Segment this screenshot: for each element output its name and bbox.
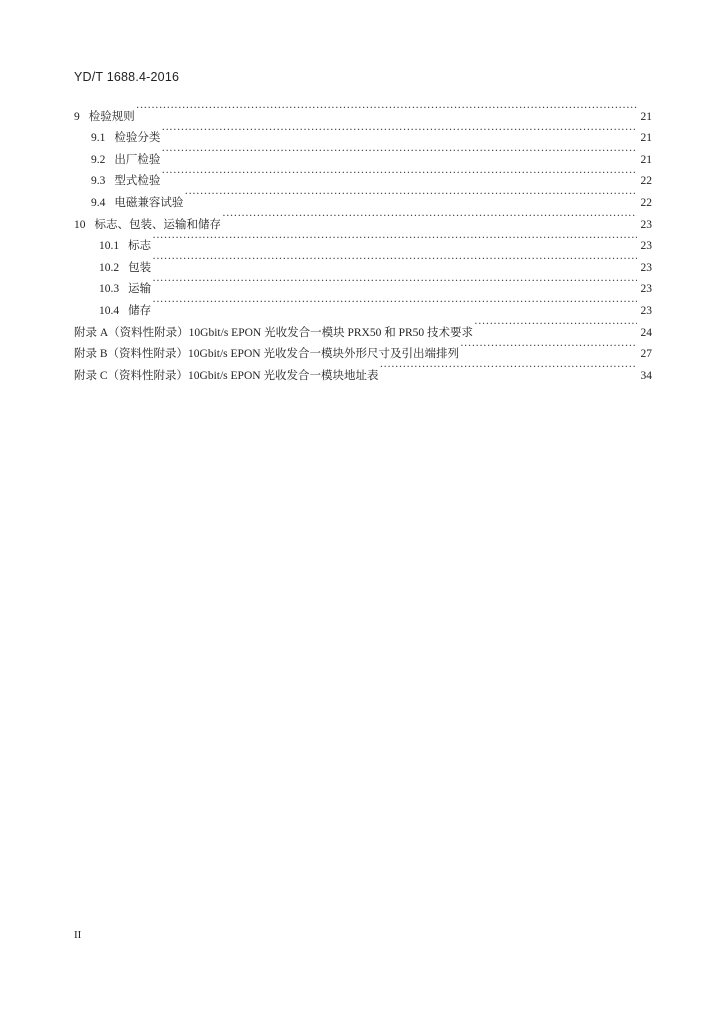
toc-entry-page: 21	[640, 132, 652, 145]
toc-entry-title: 型式检验	[114, 175, 161, 188]
toc-entry-9-2[interactable]	[74, 141, 652, 166]
toc-entry-page: 21	[640, 110, 652, 123]
toc-entry-page: 23	[640, 304, 652, 317]
toc-entry-page: 22	[640, 196, 652, 209]
toc-entry-page: 23	[640, 261, 652, 274]
standard-number-header: YD/T 1688.4-2016	[74, 70, 180, 84]
toc-entry-page: 34	[640, 369, 652, 382]
toc-entry-title: 包装	[128, 261, 152, 274]
toc-dot-leader	[460, 336, 637, 358]
toc-entry-page: 23	[640, 240, 652, 253]
toc-entry-number: 9.3	[91, 175, 106, 188]
toc-entry-number: 10.3	[99, 283, 120, 296]
toc-entry-appendix-a[interactable]	[74, 314, 652, 339]
toc-entry-10-4[interactable]	[74, 292, 652, 317]
toc-entry-9[interactable]	[74, 98, 652, 123]
page-number-footer: II	[74, 929, 82, 941]
toc-entry-10-3[interactable]	[74, 271, 652, 296]
toc-entry-page: 23	[640, 218, 652, 231]
toc-dot-leader	[474, 314, 637, 336]
toc-entry-title: 附录 B（资料性附录）10Gbit/s EPON 光收发合一模块外形尺寸及引出端排列	[74, 348, 459, 361]
toc-entry-title: 检验规则	[88, 110, 135, 123]
toc-dot-leader	[161, 163, 637, 185]
toc-entry-title: 标志、包装、运输和储存	[94, 218, 221, 231]
toc-entry-title: 运输	[128, 283, 152, 296]
toc-entry-title: 储存	[128, 304, 152, 317]
toc-entry-title: 出厂检验	[114, 153, 161, 166]
toc-entry-page: 23	[640, 283, 652, 296]
toc-entry-title: 附录 C（资料性附录）10Gbit/s EPON 光收发合一模块地址表	[74, 369, 379, 382]
toc-entry-9-4[interactable]	[74, 184, 652, 209]
toc-entry-title: 电磁兼容试验	[114, 196, 184, 209]
toc-entry-title: 附录 A（资料性附录）10Gbit/s EPON 光收发合一模块 PRX50 和 PR50 技术要求	[74, 326, 474, 339]
toc-dot-leader	[379, 357, 637, 379]
table-of-contents	[74, 98, 652, 382]
toc-dot-leader	[152, 249, 637, 271]
toc-entry-10-2[interactable]	[74, 249, 652, 274]
toc-entry-number: 10	[74, 218, 86, 231]
toc-dot-leader	[152, 292, 637, 314]
toc-entry-9-3[interactable]	[74, 163, 652, 188]
toc-entry-number: 9.1	[91, 132, 106, 145]
toc-entry-number: 10.2	[99, 261, 120, 274]
toc-dot-leader	[222, 206, 637, 228]
toc-entry-number: 9	[74, 110, 80, 123]
toc-entry-page: 24	[640, 326, 652, 339]
toc-dot-leader	[136, 98, 637, 120]
toc-entry-page: 22	[640, 175, 652, 188]
toc-entry-number: 9.2	[91, 153, 106, 166]
toc-entry-number: 9.4	[91, 196, 106, 209]
toc-entry-title: 检验分类	[114, 132, 161, 145]
toc-entry-page: 21	[640, 153, 652, 166]
toc-entry-9-1[interactable]	[74, 120, 652, 145]
toc-dot-leader	[161, 120, 637, 142]
toc-dot-leader	[152, 271, 637, 293]
toc-entry-number: 10.1	[99, 240, 120, 253]
toc-entry-10-1[interactable]	[74, 228, 652, 253]
toc-entry-page: 27	[640, 348, 652, 361]
toc-entry-title: 标志	[128, 240, 152, 253]
toc-dot-leader	[161, 141, 637, 163]
toc-dot-leader	[184, 184, 637, 206]
toc-dot-leader	[152, 228, 637, 250]
toc-entry-number: 10.4	[99, 304, 120, 317]
